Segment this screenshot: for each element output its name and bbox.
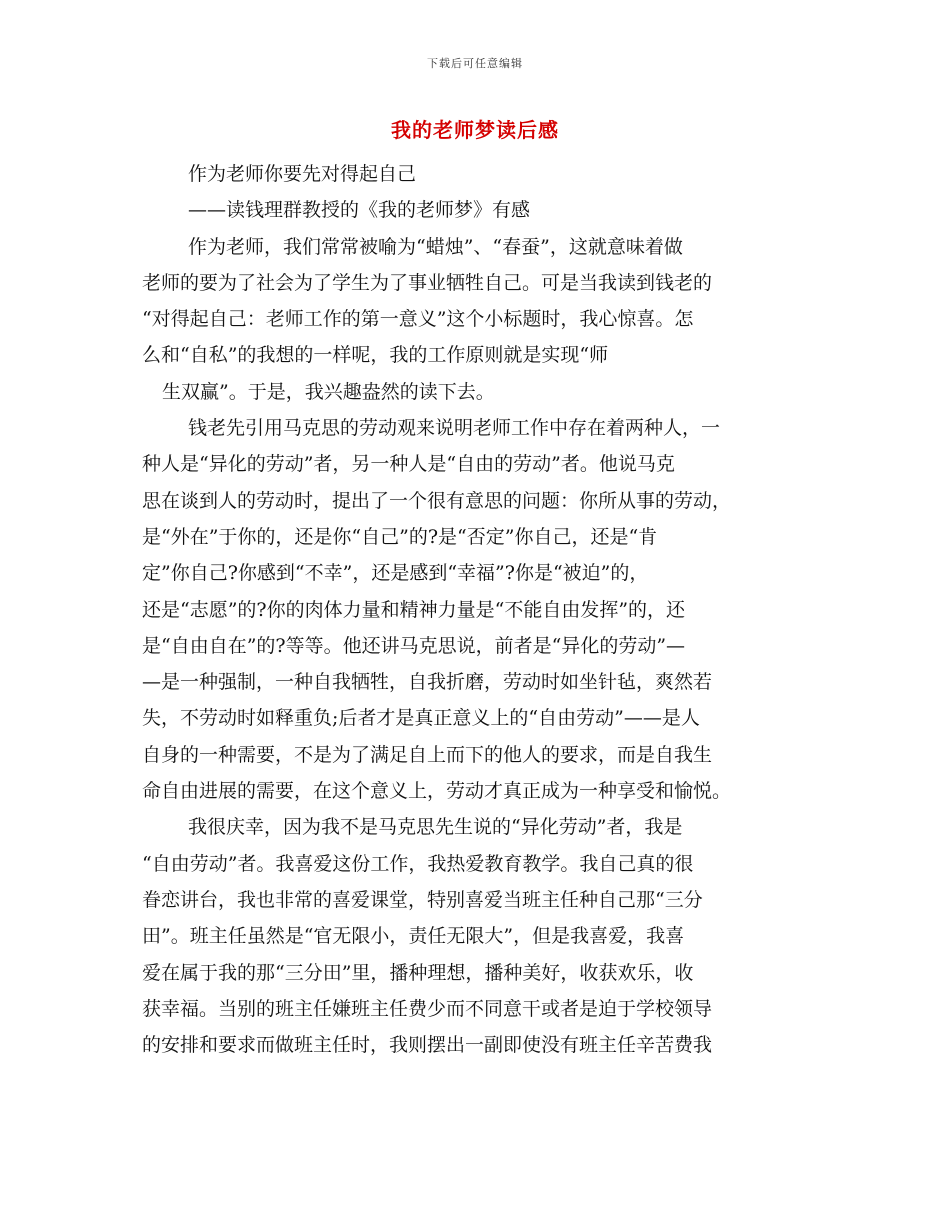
paragraph-line: 思在谈到人的劳动时，提出了一个很有意思的问题：你所从事的劳动， <box>142 489 732 512</box>
document-body <box>142 156 810 1063</box>
paragraph-line: 的安排和要求而做班主任时，我则摆出一副即使没有班主任辛苦费我 <box>142 1034 713 1057</box>
paragraph-line: 命自由进展的需要，在这个意义上，劳动才真正成为一种享受和愉悦。 <box>142 780 732 803</box>
paragraph-line: 眷恋讲台，我也非常的喜爱课堂，特别喜爱当班主任种自己那“三分 <box>142 888 703 911</box>
paragraph-line: 获幸福。当别的班主任嫌班主任费少而不同意干或者是迫于学校领导 <box>142 997 713 1020</box>
paragraph-line: 生双赢”。于是，我兴趣盎然的读下去。 <box>162 380 495 403</box>
paragraph-line: 我很庆幸，因为我不是马克思先生说的“异化劳动”者，我是 <box>188 816 683 839</box>
page-header-note: 下载后可任意编辑 <box>427 57 523 70</box>
paragraph-line: “对得起自己：老师工作的第一意义”这个小标题时，我心惊喜。怎 <box>142 308 694 331</box>
paragraph-line: 作为老师，我们常常被喻为“蜡烛”、“春蚕”，这就意味着做 <box>188 235 683 258</box>
paragraph-line: —是一种强制，一种自我牺牲，自我折磨，劳动时如坐针毡，爽然若 <box>142 671 713 694</box>
paragraph-line: 田”。班主任虽然是“官无限小，责任无限大”，但是我喜爱，我喜 <box>142 925 685 948</box>
document-title: 我的老师梦读后感 <box>391 118 559 142</box>
paragraph-line: 是“自由自在”的?等等。他还讲马克思说，前者是“异化的劳动”— <box>142 634 686 657</box>
paragraph-line: 失，不劳动时如释重负;后者才是真正意义上的“自由劳动”——是人 <box>142 707 700 730</box>
paragraph-line: 老师的要为了社会为了学生为了事业牺牲自己。可是当我读到钱老的 <box>142 271 713 294</box>
paragraph-line: 还是“志愿”的?你的肉体力量和精神力量是“不能自由发挥”的，还 <box>142 598 686 621</box>
paragraph-line: 是“外在”于你的，还是你“自己”的?是“否定”你自己，还是“肯 <box>142 525 658 548</box>
paragraph-line: “自由劳动”者。我喜爱这份工作，我热爱教育教学。我自己真的很 <box>142 852 694 875</box>
subtitle-line: 作为老师你要先对得起自己 <box>188 163 417 185</box>
paragraph-line: 种人是“异化的劳动”者，另一种人是“自由的劳动”者。他说马克 <box>142 453 675 476</box>
paragraph-line: 自身的一种需要，不是为了满足自上而下的他人的要求，而是自我生 <box>142 743 713 766</box>
subtitle-source-line: ——读钱理群教授的《我的老师梦》有感 <box>188 199 531 222</box>
paragraph-line: 钱老先引用马克思的劳动观来说明老师工作中存在着两种人，一 <box>188 417 721 440</box>
paragraph-line: 爱在属于我的那“三分田”里，播种理想，播种美好，收获欢乐，收 <box>142 961 694 984</box>
paragraph-line: 么和“自私”的我想的一样呢，我的工作原则就是实现“师 <box>142 344 609 367</box>
paragraph-line: 定”你自己?你感到“不幸”，还是感到“幸福”?你是“被迫”的， <box>142 562 649 585</box>
